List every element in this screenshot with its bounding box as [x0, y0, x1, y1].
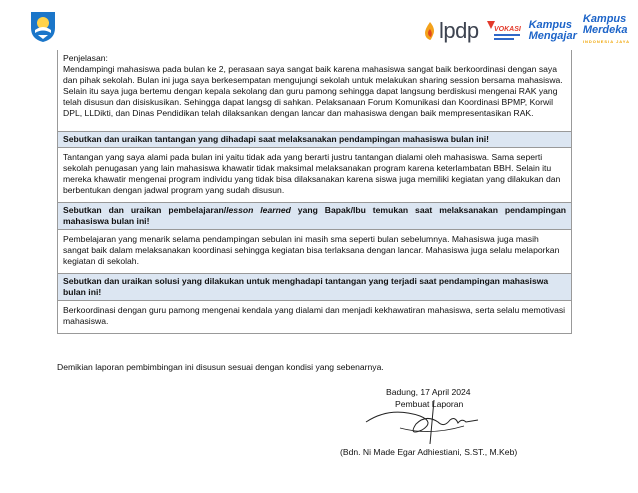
merdeka-label: Merdeka	[582, 24, 628, 36]
merdeka-sub-label: INDONESIA JAYA	[582, 39, 630, 44]
page-header	[0, 0, 638, 50]
intro-label: Penjelasan:	[63, 53, 108, 63]
challenge-answer: Tantangan yang saya alami pada bulan ini yaitu tidak ada yang berarti justru tantangan dialami oleh mahasiswa. Sama seperti sekolah penugasan yang lain mahasiswa khawatir tidak maksimal melaksanakan program karena keterlambatan BBH. Selain itu mereka khawatir mengenai program individu yang tidak bisa dilaksanakan karena siswa juga memiliki kegiatan yang dilakukan dan berbentukan dengan jadwal program yang sudah disusun.	[63, 152, 561, 195]
signer-name: (Bdn. Ni Made Egar Adhiestiani, S.ST., M.Keb)	[340, 447, 518, 457]
kampus-label: Kampus	[582, 13, 627, 25]
kampus-label: Kampus	[528, 18, 572, 31]
lesson-answer: Pembelajaran yang menarik selama pendampingan sebulan ini masih sma seperti bulan sebelumnya. Mahasiswa juga masih sangat baik dalam melaksanakan koordinasi sehingga kegiatan bisa terlaksana dengan lancar. Mahasiswa juga selalu melaporkan kegiatan di sekolah.	[63, 234, 560, 266]
vokasi-label: VOKASI	[493, 25, 521, 33]
lpdp-logo	[423, 18, 479, 44]
report-table	[57, 50, 572, 334]
vokasi-logo	[485, 19, 523, 43]
partner-logos	[423, 14, 630, 47]
tut-wuri-handayani-logo	[25, 8, 61, 44]
kampus-mengajar-logo	[529, 20, 577, 42]
signer-role: Pembuat Laporan	[395, 399, 464, 409]
solution-answer: Berkoordinasi dengan guru pamong mengenai kendala yang dialami dan menjadi kekhawatiran mahasiswa, serta selalu memotivasi mahasiswa.	[63, 305, 566, 326]
challenge-heading: Sebutkan dan uraikan tantangan yang dihadapi saat melaksanakan pendampingan mahasiswa bulan ini!	[58, 131, 571, 148]
place-date: Badung, 17 April 2024	[386, 387, 471, 397]
lesson-heading: Sebutkan dan uraikan pembelajaran/lesson learned yang Bapak/Ibu temukan saat melaksanakan pendampingan mahasiswa bulan ini!	[58, 202, 571, 230]
solution-heading: Sebutkan dan uraikan solusi yang dilakukan untuk menghadapi tantangan yang terjadi saat pendampingan mahasiswa bulan ini!	[58, 273, 571, 301]
intro-text: Mendampingi mahasiswa pada bulan ke 2, perasaan saya sangat baik karena mahasiswa sangat baik berkoordinasi dengan saya dan pihak sekolah. Bulan ini juga saya berkesempatan mengujungi sekolah untuk melakukan sharing session bersama mahasiswa. Selain itu saya juga bertemu dengan kepala sekolang dan guru pamong sehingga dapat langsung berdiskusi mengenai RAK yang telah disusun dan disiskusikan. Sehingga dapat langsg di sahkan. Pelaksanaan Forum Komunikasi dan Koordinasi BPMP, Korwil DPL, LLDikti, dan Dinas Pendidikan telah dilaksankan dengan lancar dan mahasiswa dengan baik mempresentasikan RAK.	[63, 64, 563, 118]
handwritten-signature	[360, 392, 490, 447]
flame-icon	[423, 21, 437, 41]
intro-section	[58, 50, 571, 125]
mengajar-label: Mengajar	[528, 29, 577, 42]
lpdp-label: lpdp	[438, 17, 479, 43]
kampus-merdeka-logo	[583, 14, 630, 47]
closing-statement: Demikian laporan pembimbingan ini disusun sesuai dengan kondisi yang sebenarnya.	[57, 362, 384, 372]
